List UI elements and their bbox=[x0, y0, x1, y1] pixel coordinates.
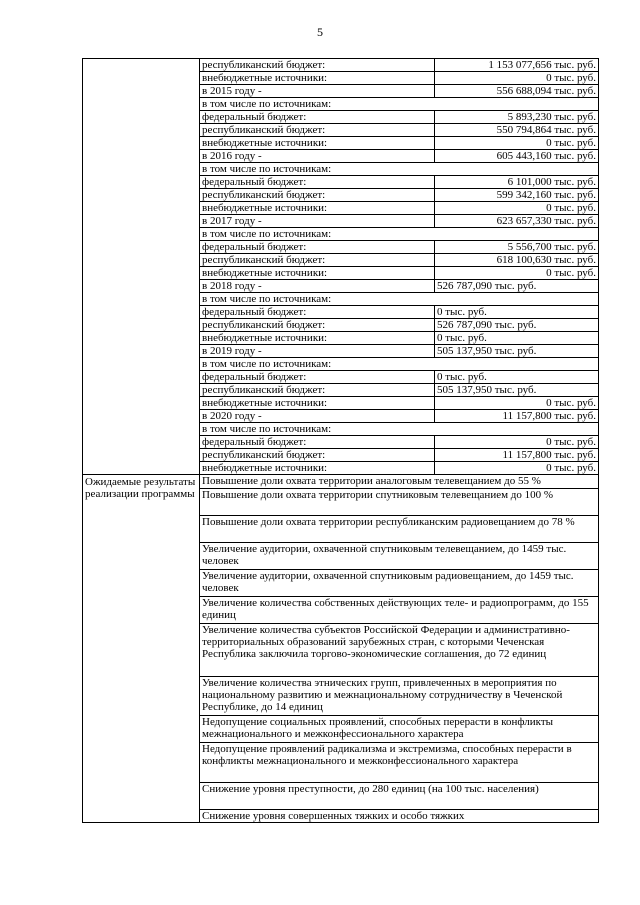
funding-source-label: в том числе по источникам: bbox=[200, 228, 599, 241]
funding-row bbox=[83, 59, 599, 72]
funding-source-label: внебюджетные источники: bbox=[200, 137, 435, 150]
funding-source-label: федеральный бюджет: bbox=[200, 436, 435, 449]
funding-source-label: в том числе по источникам: bbox=[200, 358, 599, 371]
expected-result-item: Повышение доли охвата территории республиканским радиовещанием до 78 % bbox=[200, 516, 599, 543]
funding-amount: 0 тыс. руб. bbox=[435, 267, 599, 280]
funding-label-cell bbox=[83, 59, 200, 475]
funding-amount: 6 101,000 тыс. руб. bbox=[435, 176, 599, 189]
funding-source-label: федеральный бюджет: bbox=[200, 306, 435, 319]
funding-source-label: республиканский бюджет: bbox=[200, 319, 435, 332]
funding-source-label: внебюджетные источники: bbox=[200, 267, 435, 280]
funding-amount: 5 556,700 тыс. руб. bbox=[435, 241, 599, 254]
funding-amount: 505 137,950 тыс. руб. bbox=[435, 384, 599, 397]
funding-source-label: республиканский бюджет: bbox=[200, 254, 435, 267]
funding-amount: 526 787,090 тыс. руб. bbox=[435, 319, 599, 332]
expected-result-item: Недопущение социальных проявлений, способных перерасти в конфликты межнационального и межконфессионального характера bbox=[200, 716, 599, 743]
funding-source-label: республиканский бюджет: bbox=[200, 189, 435, 202]
expected-result-item: Повышение доли охвата территории аналоговым телевещанием до 55 % bbox=[200, 475, 599, 489]
results-label-cell: Ожидаемые результаты реализации программы bbox=[83, 475, 200, 823]
expected-result-item: Снижение уровня совершенных тяжких и особо тяжких bbox=[200, 810, 599, 823]
funding-amount: 605 443,160 тыс. руб. bbox=[435, 150, 599, 163]
funding-source-label: в том числе по источникам: bbox=[200, 293, 599, 306]
funding-amount: 526 787,090 тыс. руб. bbox=[435, 280, 599, 293]
funding-amount: 0 тыс. руб. bbox=[435, 137, 599, 150]
expected-result-item: Недопущение проявлений радикализма и экстремизма, способных перерасти в конфликты межнационального и межконфессионального характера bbox=[200, 743, 599, 783]
funding-source-label: внебюджетные источники: bbox=[200, 202, 435, 215]
funding-source-label: федеральный бюджет: bbox=[200, 111, 435, 124]
funding-source-label: федеральный бюджет: bbox=[200, 241, 435, 254]
funding-amount: 0 тыс. руб. bbox=[435, 371, 599, 384]
program-passport-table bbox=[82, 58, 599, 823]
funding-amount: 556 688,094 тыс. руб. bbox=[435, 85, 599, 98]
expected-result-item: Снижение уровня преступности, до 280 единиц (на 100 тыс. населения) bbox=[200, 783, 599, 810]
funding-amount: 11 157,800 тыс. руб. bbox=[435, 449, 599, 462]
funding-source-label: федеральный бюджет: bbox=[200, 176, 435, 189]
funding-source-label: в том числе по источникам: bbox=[200, 163, 599, 176]
funding-amount: 0 тыс. руб. bbox=[435, 332, 599, 345]
funding-amount: 0 тыс. руб. bbox=[435, 397, 599, 410]
funding-amount: 0 тыс. руб. bbox=[435, 462, 599, 475]
funding-source-label: в 2015 году - bbox=[200, 85, 435, 98]
funding-amount: 11 157,800 тыс. руб. bbox=[435, 410, 599, 423]
funding-amount: 550 794,864 тыс. руб. bbox=[435, 124, 599, 137]
expected-result-item: Увеличение аудитории, охваченной спутниковым радиовещанием, до 1459 тыс. человек bbox=[200, 570, 599, 597]
expected-result-item: Увеличение количества собственных действующих теле- и радиопрограмм, до 155 единиц bbox=[200, 597, 599, 624]
funding-source-label: федеральный бюджет: bbox=[200, 371, 435, 384]
funding-source-label: республиканский бюджет: bbox=[200, 449, 435, 462]
funding-amount: 0 тыс. руб. bbox=[435, 202, 599, 215]
page-number: 5 bbox=[317, 25, 323, 39]
funding-source-label: республиканский бюджет: bbox=[200, 59, 435, 72]
funding-source-label: в 2018 году - bbox=[200, 280, 435, 293]
funding-amount: 0 тыс. руб. bbox=[435, 72, 599, 85]
funding-source-label: внебюджетные источники: bbox=[200, 397, 435, 410]
funding-source-label: в 2020 году - bbox=[200, 410, 435, 423]
funding-source-label: в том числе по источникам: bbox=[200, 423, 599, 436]
funding-source-label: в 2019 году - bbox=[200, 345, 435, 358]
funding-amount: 599 342,160 тыс. руб. bbox=[435, 189, 599, 202]
expected-result-item: Увеличение количества субъектов Российской Федерации и административно-территориальных образований зарубежных стран, с которыми Чеченская Республика заключила торгово-экономические соглашения, до 72 единиц bbox=[200, 624, 599, 677]
funding-amount: 618 100,630 тыс. руб. bbox=[435, 254, 599, 267]
funding-amount: 505 137,950 тыс. руб. bbox=[435, 345, 599, 358]
funding-source-label: внебюджетные источники: bbox=[200, 462, 435, 475]
funding-amount: 0 тыс. руб. bbox=[435, 436, 599, 449]
funding-amount: 623 657,330 тыс. руб. bbox=[435, 215, 599, 228]
expected-result-item: Повышение доли охвата территории спутниковым телевещанием до 100 % bbox=[200, 489, 599, 516]
funding-source-label: республиканский бюджет: bbox=[200, 384, 435, 397]
funding-source-label: в 2017 году - bbox=[200, 215, 435, 228]
funding-source-label: в 2016 году - bbox=[200, 150, 435, 163]
expected-result-item: Увеличение количества этнических групп, привлеченных в мероприятия по национальному развитию и межнациональному сотрудничеству в Чеченской Республике, до 14 единиц bbox=[200, 677, 599, 716]
funding-amount: 5 893,230 тыс. руб. bbox=[435, 111, 599, 124]
funding-source-label: внебюджетные источники: bbox=[200, 332, 435, 345]
funding-amount: 1 153 077,656 тыс. руб. bbox=[435, 59, 599, 72]
expected-result-item: Увеличение аудитории, охваченной спутниковым телевещанием, до 1459 тыс. человек bbox=[200, 543, 599, 570]
result-row bbox=[83, 475, 599, 489]
funding-source-label: республиканский бюджет: bbox=[200, 124, 435, 137]
funding-source-label: внебюджетные источники: bbox=[200, 72, 435, 85]
funding-source-label: в том числе по источникам: bbox=[200, 98, 599, 111]
funding-amount: 0 тыс. руб. bbox=[435, 306, 599, 319]
